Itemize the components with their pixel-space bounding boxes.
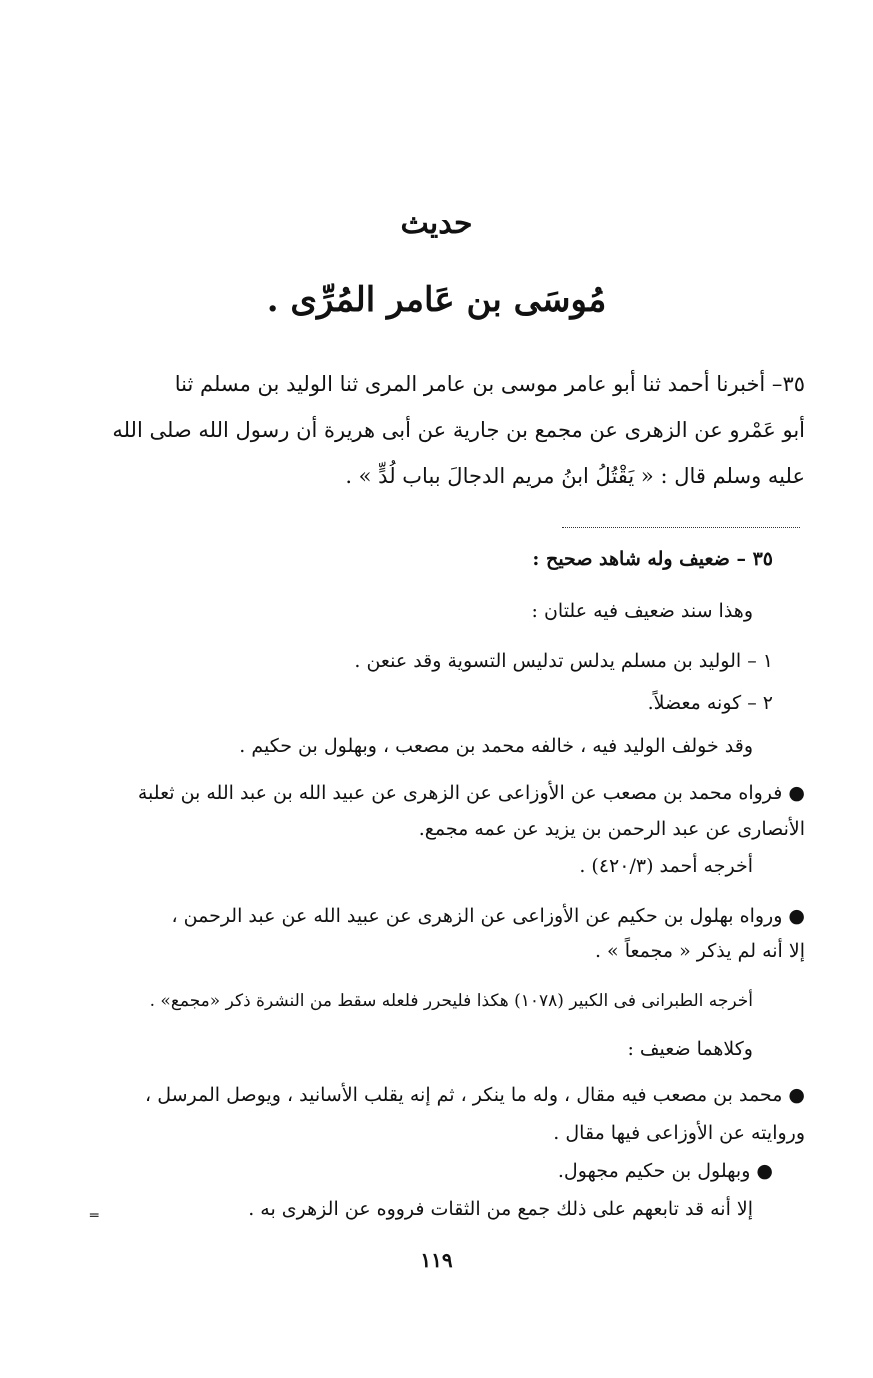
note-line: أخرجه أحمد (٤٢٠/٣) .	[579, 855, 753, 877]
hadith-line-3: عليه وسلم قال : « يَقْتُلُ ابنُ مريم الدجالَ بباب لُدٍّ » .	[345, 464, 805, 488]
note-line: وروايته عن الأوزاعى فيها مقال .	[553, 1122, 805, 1144]
page-number: ١١٩	[420, 1248, 453, 1272]
note-line: إلا أنه قد تابعهم على ذلك جمع من الثقات فرووه عن الزهرى به .	[248, 1198, 753, 1220]
note-line: ● فرواه محمد بن مصعب عن الأوزاعى عن الزهرى عن عبيد الله بن عبد الله بن ثعلبة	[137, 782, 805, 804]
note-line: ● ورواه بهلول بن حكيم عن الأوزاعى عن الزهرى عن عبيد الله عن عبد الرحمن ،	[171, 905, 805, 927]
note-line: ● وبهلول بن حكيم مجهول.	[557, 1160, 773, 1182]
margin-mark-icon: ═	[90, 1208, 99, 1224]
hadith-line-2: أبو عَمْرو عن الزهرى عن مجمع بن جارية عن أبى هريرة أن رسول الله صلى الله	[112, 418, 805, 442]
title-hadith: حديث	[400, 206, 473, 241]
note-line: ● محمد بن مصعب فيه مقال ، وله ما ينكر ، ثم إنه يقلب الأسانيد ، ويوصل المرسل ،	[145, 1084, 805, 1106]
note-line: أخرجه الطبرانى فى الكبير (١٠٧٨) هكذا فليحرر فلعله سقط من النشرة ذكر «مجمع» .	[149, 991, 753, 1011]
note-grade: ٣٥ – ضعيف وله شاهد صحيح :	[532, 548, 773, 570]
hadith-line-1: ٣٥– أخبرنا أحمد ثنا أبو عامر موسى بن عامر المرى ثنا الوليد بن مسلم ثنا	[174, 372, 805, 396]
note-line: وقد خولف الوليد فيه ، خالفه محمد بن مصعب ، وبهلول بن حكيم .	[239, 735, 753, 757]
title-narrator: مُوسَى بن عَامر المُرِّى .	[266, 280, 607, 320]
note-line: إلا أنه لم يذكر « مجمعاً » .	[594, 940, 805, 962]
separator-line	[562, 527, 800, 528]
note-line: ٢ – كونه معضلاً.	[647, 692, 773, 714]
note-line: وهذا سند ضعيف فيه علتان :	[531, 600, 753, 622]
note-line: الأنصارى عن عبد الرحمن بن يزيد عن عمه مجمع.	[418, 818, 805, 840]
note-line: وكلاهما ضعيف :	[627, 1038, 753, 1060]
note-line: ١ – الوليد بن مسلم يدلس تدليس التسوية وقد عنعن .	[354, 650, 773, 672]
